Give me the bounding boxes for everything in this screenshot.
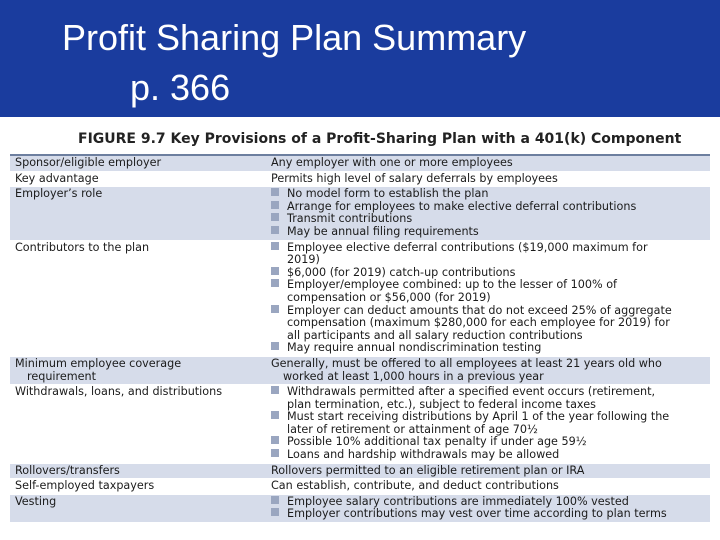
row-text: [266, 356, 710, 384]
figure-title: FIGURE 9.7 Key Provisions of a Profit-Sharing Plan with a 401(k) Component: [78, 131, 682, 147]
bullet-text-cont: compensation (maximum $280,000 for each employee for 2019) for: [287, 316, 670, 330]
bullet-text: Withdrawals permitted after a specified event occurs (retirement,: [287, 385, 656, 399]
bullet-text: Employee elective deferral contributions ($19,000 maximum for: [287, 240, 648, 254]
bullet-icon: [271, 213, 279, 221]
bullet-text-cont: 2019): [287, 253, 320, 267]
slide-title: Profit Sharing Plan Summary: [62, 17, 527, 58]
row-label: Vesting: [10, 494, 266, 522]
bullet-text: Employee salary contributions are immediately 100% vested: [287, 494, 629, 508]
bullet-icon: [271, 508, 279, 516]
row-label-line: requirement: [27, 369, 97, 383]
bullet-icon: [271, 188, 279, 196]
table-row: [10, 463, 710, 479]
bullet-icon: [271, 267, 279, 275]
bullet-icon: [271, 411, 279, 419]
bullet-text: Arrange for employees to make elective deferral contributions: [287, 199, 637, 213]
row-text: Rollovers permitted to an eligible retirement plan or IRA: [266, 463, 710, 479]
bullet-text-cont: plan termination, etc.), subject to federal income taxes: [287, 397, 596, 411]
row-text: Any employer with one or more employees: [266, 156, 710, 171]
bullet-text-cont: all participants and all salary reduction contributions: [287, 328, 583, 342]
bullet-icon: [271, 242, 279, 250]
row-label: [10, 356, 266, 384]
table-row: [10, 156, 710, 171]
bullet-icon: [271, 386, 279, 394]
table-row: [10, 494, 710, 522]
bullet-text: No model form to establish the plan: [287, 187, 489, 201]
table-row: [10, 240, 710, 356]
row-text: Permits high level of salary deferrals by employees: [266, 171, 710, 187]
bullet-text-cont: later of retirement or attainment of age 70½: [287, 422, 538, 436]
row-label: Contributors to the plan: [10, 240, 266, 356]
bullet-icon: [271, 201, 279, 209]
slide-header: [0, 0, 720, 117]
bullet-text: Employer can deduct amounts that do not exceed 25% of aggregate: [287, 303, 672, 317]
bullet-text: May require annual nondiscrimination testing: [287, 341, 542, 355]
row-bullets: [266, 385, 710, 464]
row-label: Rollovers/transfers: [10, 463, 266, 479]
row-text-line: Generally, must be offered to all employees at least 21 years old who: [271, 356, 662, 370]
table-row: [10, 479, 710, 495]
bullet-text: May be annual filing requirements: [287, 224, 479, 238]
row-label-line: Minimum employee coverage: [15, 356, 182, 370]
bullet-text: Possible 10% additional tax penalty if under age 59½: [287, 435, 587, 449]
row-bullets: [266, 187, 710, 240]
table-row: [10, 187, 710, 240]
bullet-icon: [271, 279, 279, 287]
row-text-line: worked at least 1,000 hours in a previous year: [283, 369, 544, 383]
bullet-text: Loans and hardship withdrawals may be allowed: [287, 448, 560, 462]
row-label: Employer’s role: [10, 187, 266, 240]
bullet-text-cont: compensation or $56,000 (for 2019): [287, 290, 491, 304]
bullet-icon: [271, 496, 279, 504]
table-row: [10, 385, 710, 464]
bullet-icon: [271, 436, 279, 444]
row-bullets: [266, 240, 710, 356]
bullet-text: $6,000 (for 2019) catch-up contributions: [287, 265, 516, 279]
bullet-text: Transmit contributions: [287, 212, 413, 226]
bullet-icon: [271, 342, 279, 350]
row-text: Can establish, contribute, and deduct contributions: [266, 479, 710, 495]
bullet-icon: [271, 305, 279, 313]
bullet-icon: [271, 449, 279, 457]
bullet-text: Must start receiving distributions by April 1 of the year following the: [287, 410, 670, 424]
row-label: Key advantage: [10, 171, 266, 187]
row-label: Withdrawals, loans, and distributions: [10, 385, 266, 464]
row-label: Self-employed taxpayers: [10, 479, 266, 495]
bullet-text: Employer contributions may vest over time according to plan terms: [287, 507, 667, 521]
table-row: [10, 356, 710, 384]
bullet-icon: [271, 226, 279, 234]
figure-panel: [10, 117, 710, 540]
row-label: Sponsor/eligible employer: [10, 156, 266, 171]
table-row: [10, 171, 710, 187]
provisions-table: [10, 156, 710, 523]
row-bullets: [266, 494, 710, 522]
slide-subtitle-page: p. 366: [130, 67, 231, 108]
bullet-text: Employer/employee combined: up to the lesser of 100% of: [287, 278, 617, 292]
